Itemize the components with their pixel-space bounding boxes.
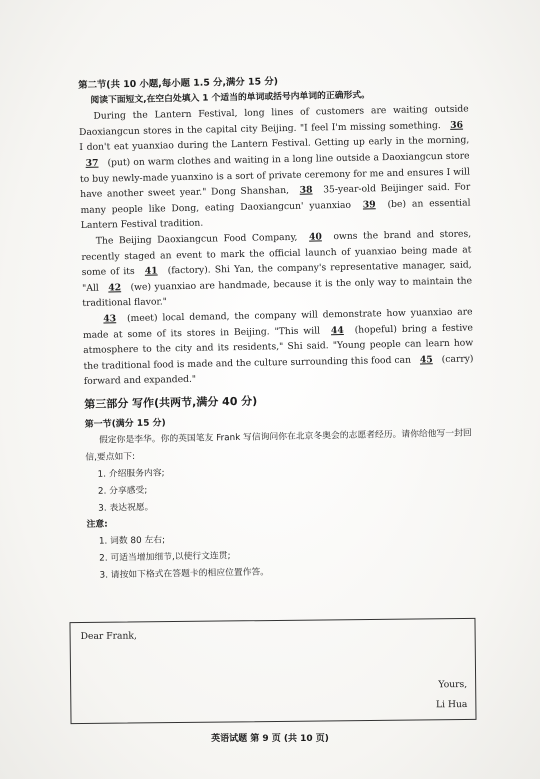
page-footer: 英语试题 第 9 页 (共 10 页) (211, 734, 329, 744)
letter-closing: Yours, (438, 678, 468, 691)
task-point: 3. 表达祝愿。 (98, 502, 154, 514)
blank-38: 38 (299, 184, 313, 196)
blank-44: 44 (330, 324, 344, 336)
note-item: 1. 词数 80 左右; (98, 535, 166, 547)
blank-41: 41 (144, 265, 158, 277)
passage-text: 35-year-old Beijinger said. For many people like Dong, eating Daoxiangcun' yuanxiao (80, 181, 471, 216)
passage-text: (carry) forward and expanded." (83, 353, 474, 388)
note-item: 2. 可适当增加细节,以使行文连贯; (99, 551, 231, 564)
page-content (78, 71, 478, 585)
passage-paragraph-3 (82, 304, 473, 389)
passage-text: owns the brand and stores, recently staged an event to mark the official launch of yuanxiao being made at some of its (81, 228, 472, 279)
section2-instruction: 阅读下面短文,在空白处填入 1 个适当的单词或括号内单词的正确形式。 (90, 89, 370, 106)
passage-text: (put) on warm clothes and waiting in a long line outside a Daoxiangcun store to buy newly-made yuanxino is a sort of private ceremony for me and ensures I will have another sweet year." Dong Shanshan, (79, 150, 470, 201)
blank-42: 42 (108, 281, 122, 294)
blank-39: 39 (362, 199, 376, 211)
section2-title: 第二节(共 10 小题,每小题 1.5 分,满分 15 分) (78, 76, 279, 91)
passage-text: (we) yuanxiao are handmade, because it is the only way to maintain the traditional flavor." (82, 275, 473, 310)
task-point: 1. 介绍服务内容; (97, 468, 165, 480)
passage-text: I don't eat yuanxiao during the Lantern Festival. Getting up early in the morning, (79, 134, 470, 154)
blank-40: 40 (308, 231, 322, 243)
blank-37: 37 (85, 157, 99, 169)
letter-answer-box (69, 618, 476, 724)
writing-section1-title: 第一节(满分 15 分) (84, 418, 166, 430)
note-item: 3. 请按如下格式在答题卡的相应位置作答。 (99, 567, 270, 581)
blank-36: 36 (450, 119, 464, 131)
passage-text: (meet) local demand, the company will demonstrate how yuanxiao are made at some of its stores in Beijing. "This will (82, 306, 473, 341)
passage-paragraph-2 (81, 226, 472, 311)
passage-text: The Beijing Daoxiangcun Food Company, (95, 231, 298, 247)
notes-title: 注意: (86, 519, 108, 531)
writing-task: 假定你是李华。你的英国笔友 Frank 写信询问你在北京冬奥会的志愿者经历。请你给他写一封回信,要点如下: (85, 428, 472, 464)
letter-salutation: Dear Frank, (80, 630, 137, 643)
task-point: 2. 分享感受; (97, 485, 148, 497)
passage-text: During the Lantern Festival, long lines of customers are waiting outside Daoxiangcun stores in the capital city Beijing. "I feel I'm missing something. (78, 103, 469, 138)
blank-43: 43 (103, 313, 117, 325)
passage-paragraph-1 (79, 102, 471, 234)
blank-45: 45 (419, 353, 433, 366)
letter-signature: Li Hua (435, 698, 468, 711)
part3-title: 第三部分 写作(共两节,满分 40 分) (84, 394, 258, 411)
passage-text: (hopeful) bring a festive atmosphere to the city and its residents," Shi said. "Young people can learn how the traditional food is made and the culture surrounding this food can (83, 321, 474, 372)
passage-text: (factory). Shi Yan, the company's representative manager, said, "All (81, 259, 472, 294)
passage-text: (be) an essential Lantern Festival tradition. (80, 197, 471, 232)
